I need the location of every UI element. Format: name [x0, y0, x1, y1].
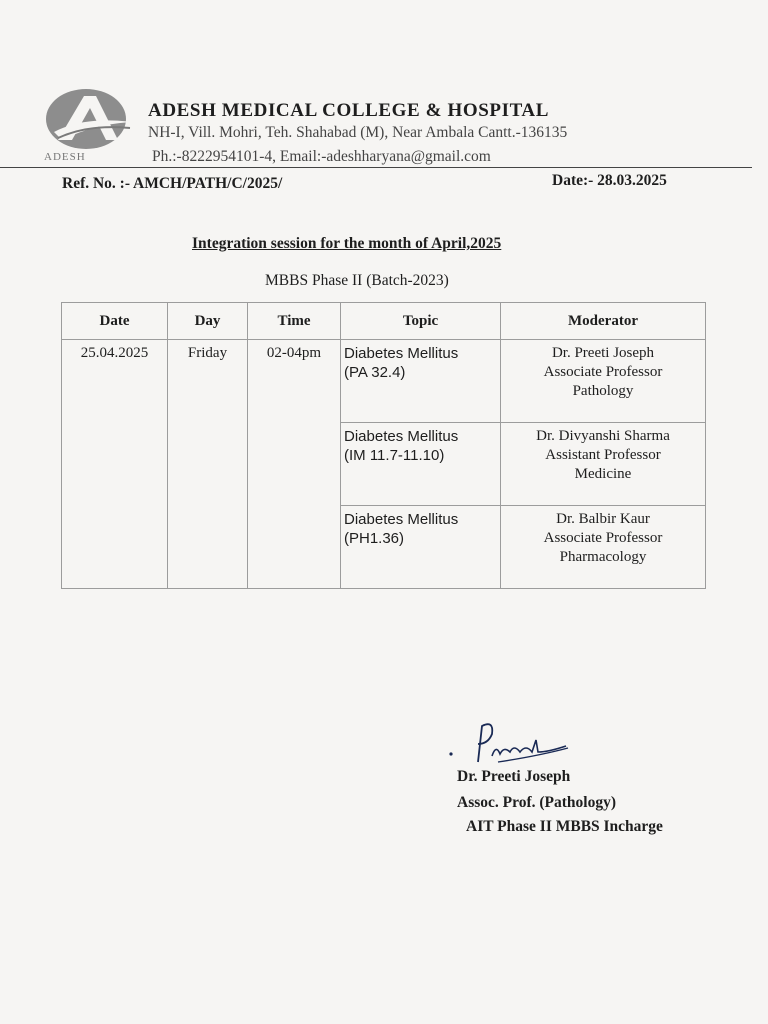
session-day: Friday — [168, 340, 248, 589]
header-day: Day — [168, 303, 248, 340]
moderator-cell — [501, 423, 706, 506]
header-moderator: Moderator — [501, 303, 706, 340]
college-logo — [44, 88, 134, 150]
moderator-designation: Associate Professor — [543, 364, 663, 380]
topic-code: (PA 32.4) — [344, 364, 406, 381]
header-time: Time — [248, 303, 341, 340]
college-address: NH-I, Vill. Mohri, Teh. Shahabad (M), Near Ambala Cantt.-136135 — [148, 124, 568, 141]
college-name: ADESH MEDICAL COLLEGE & HOSPITAL — [148, 100, 550, 121]
topic-code: (PH1.36) — [344, 530, 405, 547]
moderator-department: Pharmacology — [559, 549, 647, 565]
schedule-table — [61, 302, 706, 589]
moderator-cell — [501, 340, 706, 423]
table-row — [62, 340, 706, 423]
table-header-row — [62, 303, 706, 340]
signatory-role: AIT Phase II MBBS Incharge — [466, 818, 663, 835]
signatory-name: Dr. Preeti Joseph — [457, 768, 571, 785]
document-subject: Integration session for the month of April,2025 — [192, 235, 502, 252]
topic-code: (IM 11.7-11.10) — [344, 447, 445, 464]
batch-title: MBBS Phase II (Batch-2023) — [265, 272, 449, 289]
moderator-name: Dr. Divyanshi Sharma — [536, 428, 670, 444]
topic-title: Diabetes Mellitus — [344, 428, 459, 445]
moderator-name: Dr. Preeti Joseph — [551, 345, 655, 361]
header-topic: Topic — [341, 303, 501, 340]
logo-caption: ADESH — [44, 151, 86, 163]
moderator-department: Medicine — [574, 466, 632, 482]
header-divider — [0, 167, 752, 168]
moderator-designation: Associate Professor — [543, 530, 663, 546]
handwritten-signature — [448, 718, 573, 768]
moderator-name: Dr. Balbir Kaur — [556, 511, 650, 527]
topic-cell — [341, 506, 501, 589]
session-time: 02-04pm — [248, 340, 341, 589]
reference-number: Ref. No. :- AMCH/PATH/C/2025/ — [62, 175, 283, 192]
moderator-designation: Assistant Professor — [545, 447, 661, 463]
topic-title: Diabetes Mellitus — [344, 345, 459, 362]
topic-title: Diabetes Mellitus — [344, 511, 459, 528]
college-contact: Ph.:-8222954101-4, Email:-adeshharyana@gmail.com — [152, 148, 491, 165]
session-date: 25.04.2025 — [62, 340, 168, 589]
topic-cell — [341, 423, 501, 506]
header-date: Date — [62, 303, 168, 340]
document-date: Date:- 28.03.2025 — [552, 172, 667, 189]
moderator-cell — [501, 506, 706, 589]
signatory-designation: Assoc. Prof. (Pathology) — [457, 794, 616, 811]
topic-cell — [341, 340, 501, 423]
moderator-department: Pathology — [572, 383, 634, 399]
